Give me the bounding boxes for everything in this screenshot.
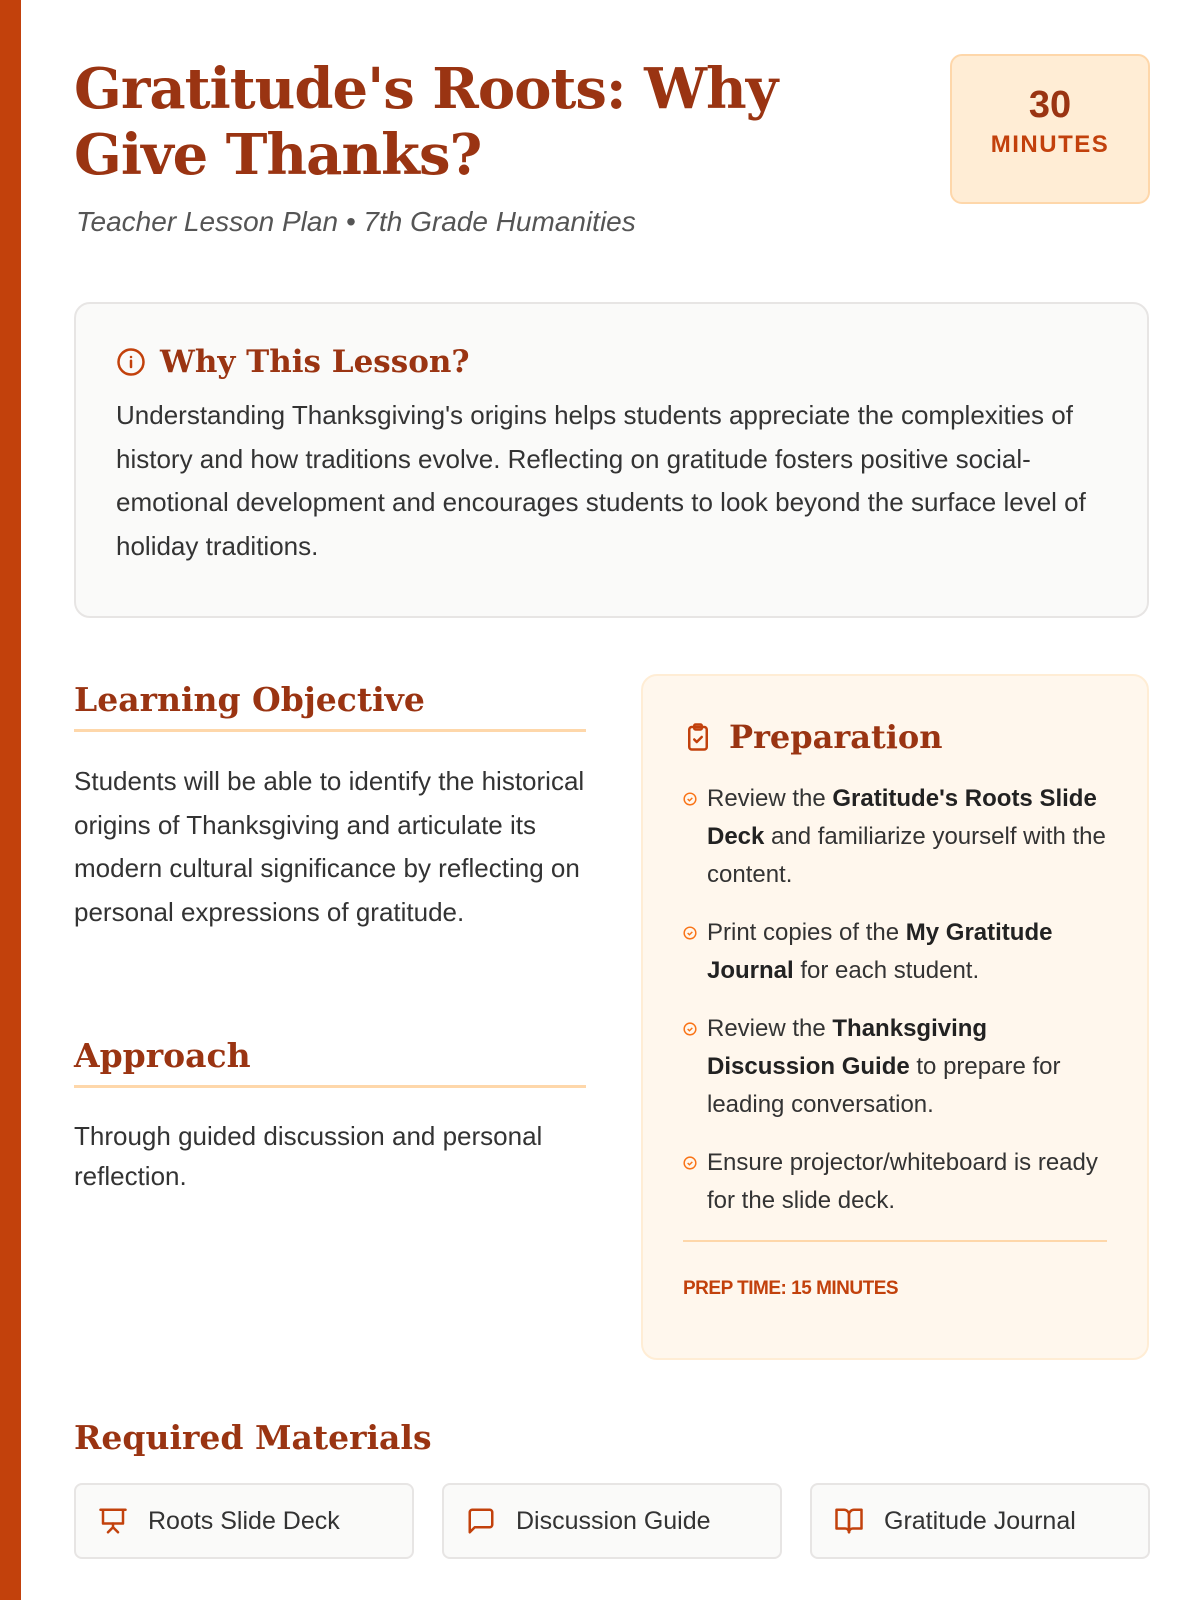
material-label: Discussion Guide <box>516 1506 711 1535</box>
approach-body: Through guided discussion and personal reflection. <box>74 1121 543 1191</box>
material-gratitude-journal[interactable] <box>810 1483 1150 1559</box>
info-icon <box>116 347 146 377</box>
materials-heading: Required Materials <box>74 1418 432 1457</box>
prep-time: PREP TIME: 15 MINUTES <box>683 1278 899 1299</box>
learning-objective-section <box>74 680 586 934</box>
preparation-item-text: Review the Gratitude's Roots Slide Deck and familiarize yourself with the content. <box>707 785 1106 888</box>
page-title: Gratitude's Roots: Why Give Thanks? <box>74 56 778 188</box>
why-heading: Why This Lesson? <box>160 344 470 380</box>
material-slide-deck[interactable] <box>74 1483 414 1559</box>
preparation-item-text: Print copies of the My Gratitude Journal for each student. <box>707 919 1053 984</box>
check-circle-icon <box>683 792 697 806</box>
clipboard-check-icon <box>683 721 713 753</box>
book-open-icon <box>834 1506 864 1536</box>
presentation-icon <box>98 1506 128 1536</box>
accent-sidebar-bar <box>0 0 21 1600</box>
preparation-list <box>683 780 1107 1220</box>
objective-heading: Learning Objective <box>74 680 586 732</box>
check-circle-icon <box>683 1156 697 1170</box>
page-subtitle: Teacher Lesson Plan • 7th Grade Humanities <box>76 206 636 237</box>
preparation-item <box>683 780 1107 894</box>
preparation-item <box>683 914 1107 990</box>
why-this-lesson-card <box>74 302 1149 618</box>
approach-section <box>74 1036 586 1196</box>
preparation-item-text: Review the Thanksgiving Discussion Guide to prepare for leading conversation. <box>707 1015 1061 1118</box>
objective-body: Students will be able to identify the historical origins of Thanksgiving and articulate its modern cultural significance by reflecting on personal expressions of gratitude. <box>74 766 585 927</box>
materials-list <box>74 1483 1150 1559</box>
approach-heading: Approach <box>74 1036 586 1088</box>
message-square-icon <box>466 1506 496 1536</box>
duration-value: 30 <box>1028 84 1072 126</box>
material-label: Roots Slide Deck <box>148 1506 340 1535</box>
check-circle-icon <box>683 1022 697 1036</box>
preparation-heading: Preparation <box>729 718 943 756</box>
duration-badge <box>950 54 1150 204</box>
duration-unit: MINUTES <box>990 131 1110 158</box>
preparation-item <box>683 1144 1107 1220</box>
material-label: Gratitude Journal <box>884 1506 1076 1535</box>
why-body: Understanding Thanksgiving's origins helps students appreciate the complexities of history and how traditions evolve. Reflecting on gratitude fosters positive social-emotional development and encourages students to look beyond the surface level of holiday traditions. <box>116 400 1086 561</box>
preparation-item <box>683 1010 1107 1124</box>
preparation-item-text: Ensure projector/whiteboard is ready for the slide deck. <box>707 1149 1098 1214</box>
material-discussion-guide[interactable] <box>442 1483 782 1559</box>
preparation-card <box>641 674 1149 1360</box>
divider <box>683 1240 1107 1242</box>
check-circle-icon <box>683 926 697 940</box>
